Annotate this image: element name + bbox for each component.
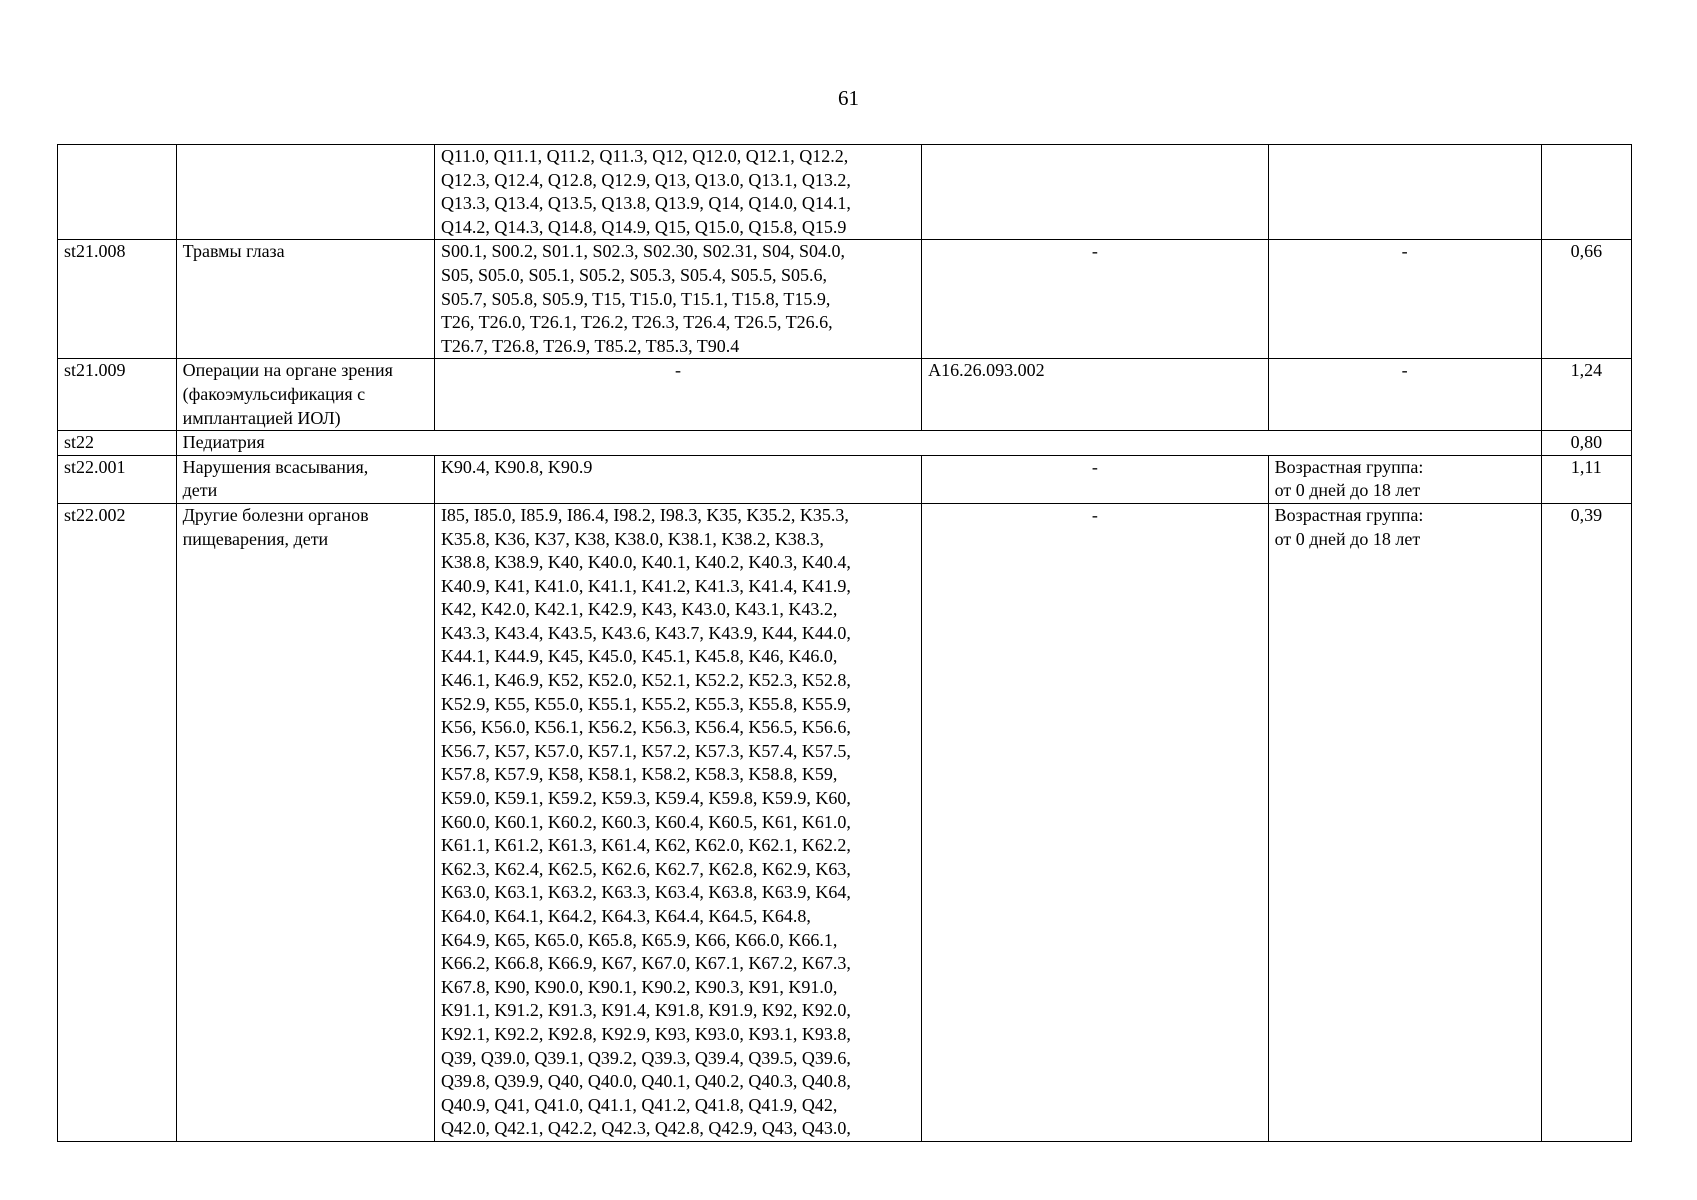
cell-name: Нарушения всасывания, дети <box>176 455 434 503</box>
cell-name: Другие болезни органов пищеварения, дети <box>176 503 434 1141</box>
section-row <box>58 431 1632 456</box>
ksg-table <box>57 144 1632 1142</box>
cell-coefficient: 1,11 <box>1541 455 1631 503</box>
cell-coefficient: 0,39 <box>1541 503 1631 1141</box>
cell-diagnoses: I85, I85.0, I85.9, I86.4, I98.2, I98.3, K35, K35.2, K35.3, K35.8, K36, K37, K38, K38.0, K38.1, K38.2, K38.3, K38.8, K38.9, K40, K40.0, K40.1, K40.2, K40.3, K40.4, K40.9, K41, K41.0, K41.1, K41.2, K41.3, K41.4, K41.9, K42, K42.0, K42.1, K42.9, K43, K43.0, K43.1, K43.2, K43.3, K43.4, K43.5, K43.6, K43.7, K43.9, K44, K44.0, K44.1, K44.9, K45, K45.0, K45.1, K45.8, K46, K46.0, K46.1, K46.9, K52, K52.0, K52.1, K52.2, K52.3, K52.8, K52.9, K55, K55.0, K55.1, K55.2, K55.3, K55.8, K55.9, K56, K56.0, K56.1, K56.2, K56.3, K56.4, K56.5, K56.6, K56.7, K57, K57.0, K57.1, K57.2, K57.3, K57.4, K57.5, K57.8, K57.9, K58, K58.1, K58.2, K58.3, K58.8, K59, K59.0, K59.1, K59.2, K59.3, K59.4, K59.8, K59.9, K60, K60.0, K60.1, K60.2, K60.3, K60.4, K60.5, K61, K61.0, K61.1, K61.2, K61.3, K61.4, K62, K62.0, K62.1, K62.2, K62.3, K62.4, K62.5, K62.6, K62.7, K62.8, K62.9, K63, K63.0, K63.1, K63.2, K63.3, K63.4, K63.8, K63.9, K64, K64.0, K64.1, K64.2, K64.3, K64.4, K64.5, K64.8, K64.9, K65, K65.0, K65.8, K65.9, K66, K66.0, K66.1, K66.2, K66.8, K66.9, K67, K67.0, K67.1, K67.2, K67.3, K67.8, K90, K90.0, K90.1, K90.2, K90.3, K91, K91.0, K91.1, K91.2, K91.3, K91.4, K91.8, K91.9, K92, K92.0, K92.1, K92.2, K92.8, K92.9, K93, K93.0, K93.1, K93.8, Q39, Q39.0, Q39.1, Q39.2, Q39.3, Q39.4, Q39.5, Q39.6, Q39.8, Q39.9, Q40, Q40.0, Q40.1, Q40.2, Q40.3, Q40.8, Q40.9, Q41, Q41.0, Q41.1, Q41.2, Q41.8, Q41.9, Q42, Q42.0, Q42.1, Q42.2, Q42.3, Q42.8, Q42.9, Q43, Q43.0, <box>434 503 921 1141</box>
cell-operations: A16.26.093.002 <box>922 359 1269 431</box>
cell-criteria: - <box>1268 359 1541 431</box>
table-row <box>58 503 1632 1141</box>
page-number: 61 <box>838 86 859 110</box>
cell-diagnoses: Q11.0, Q11.1, Q11.2, Q11.3, Q12, Q12.0, Q12.1, Q12.2, Q12.3, Q12.4, Q12.8, Q12.9, Q13, Q13.0, Q13.1, Q13.2, Q13.3, Q13.4, Q13.5, Q13.8, Q13.9, Q14, Q14.0, Q14.1, Q14.2, Q14.3, Q14.8, Q14.9, Q15, Q15.0, Q15.8, Q15.9 <box>434 145 921 240</box>
cell-criteria: Возрастная группа: от 0 дней до 18 лет <box>1268 455 1541 503</box>
cell-name: Травмы глаза <box>176 240 434 359</box>
table-row <box>58 359 1632 431</box>
cell-name: Операции на органе зрения (факоэмульсификация с имплантацией ИОЛ) <box>176 359 434 431</box>
section-name: Педиатрия <box>176 431 1541 456</box>
cell-diagnoses: S00.1, S00.2, S01.1, S02.3, S02.30, S02.31, S04, S04.0, S05, S05.0, S05.1, S05.2, S05.3, S05.4, S05.5, S05.6, S05.7, S05.8, S05.9, T15, T15.0, T15.1, T15.8, T15.9, T26, T26.0, T26.1, T26.2, T26.3, T26.4, T26.5, T26.6, T26.7, T26.8, T26.9, T85.2, T85.3, T90.4 <box>434 240 921 359</box>
cell-criteria <box>1268 145 1541 240</box>
section-code: st22 <box>58 431 177 456</box>
section-coefficient: 0,80 <box>1541 431 1631 456</box>
cell-criteria: - <box>1268 240 1541 359</box>
cell-coefficient: 0,66 <box>1541 240 1631 359</box>
cell-code: st21.009 <box>58 359 177 431</box>
cell-name <box>176 145 434 240</box>
cell-code <box>58 145 177 240</box>
cell-code: st22.001 <box>58 455 177 503</box>
cell-code: st22.002 <box>58 503 177 1141</box>
cell-coefficient: 1,24 <box>1541 359 1631 431</box>
cell-criteria: Возрастная группа: от 0 дней до 18 лет <box>1268 503 1541 1141</box>
table-row <box>58 145 1632 240</box>
cell-operations: - <box>922 503 1269 1141</box>
cell-diagnoses: - <box>434 359 921 431</box>
cell-code: st21.008 <box>58 240 177 359</box>
cell-operations <box>922 145 1269 240</box>
cell-operations: - <box>922 455 1269 503</box>
table-row <box>58 240 1632 359</box>
table-row <box>58 455 1632 503</box>
cell-coefficient <box>1541 145 1631 240</box>
cell-operations: - <box>922 240 1269 359</box>
cell-diagnoses: K90.4, K90.8, K90.9 <box>434 455 921 503</box>
